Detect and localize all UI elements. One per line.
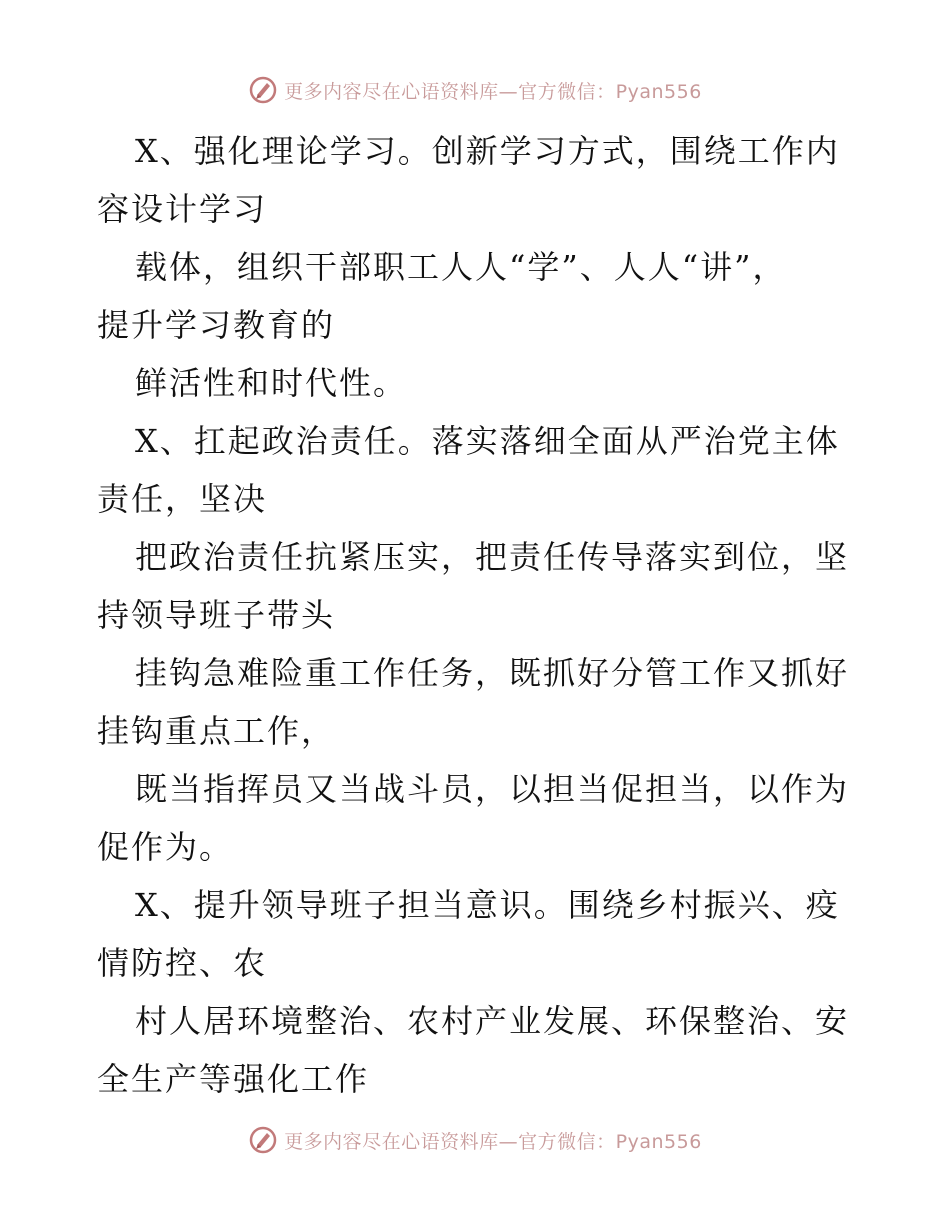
text-line: 鲜活性和时代性。 <box>135 364 408 402</box>
pen-logo-icon <box>248 1125 278 1155</box>
pen-logo-icon <box>248 75 278 105</box>
text-line: X、强化理论学习。创新学习方式，围绕工作内 <box>135 132 840 170</box>
header-watermark-banner <box>0 70 950 110</box>
text-line: 持领导班子带头 <box>97 596 336 634</box>
footer-watermark-banner <box>0 1120 950 1160</box>
header-watermark-text: 更多内容尽在心语资料库—官方微信：Pyan556 <box>284 80 702 103</box>
document-body <box>97 122 857 1108</box>
text-line: 挂钩急难险重工作任务，既抓好分管工作又抓好 <box>135 654 850 692</box>
text-line: 责任，坚决 <box>97 480 268 518</box>
text-line: 容设计学习 <box>97 190 268 228</box>
text-line: 挂钩重点工作， <box>97 712 336 750</box>
text-line: 提升学习教育的 <box>97 306 336 344</box>
text-line: 促作为。 <box>97 828 234 866</box>
text-line: 既当指挥员又当战斗员，以担当促担当，以作为 <box>135 770 850 808</box>
text-line: 载体，组织干部职工人人“学”、人人“讲”， <box>135 248 787 286</box>
text-line: 全生产等强化工作 <box>97 1060 370 1098</box>
text-line: 村人居环境整治、农村产业发展、环保整治、安 <box>135 1002 850 1040</box>
footer-watermark-text: 更多内容尽在心语资料库—官方微信：Pyan556 <box>284 1130 702 1153</box>
text-line: 情防控、农 <box>97 944 268 982</box>
text-line: X、扛起政治责任。落实落细全面从严治党主体 <box>135 422 840 460</box>
text-line: X、提升领导班子担当意识。围绕乡村振兴、疫 <box>135 886 840 924</box>
text-line: 把政治责任抗紧压实，把责任传导落实到位，坚 <box>135 538 850 576</box>
